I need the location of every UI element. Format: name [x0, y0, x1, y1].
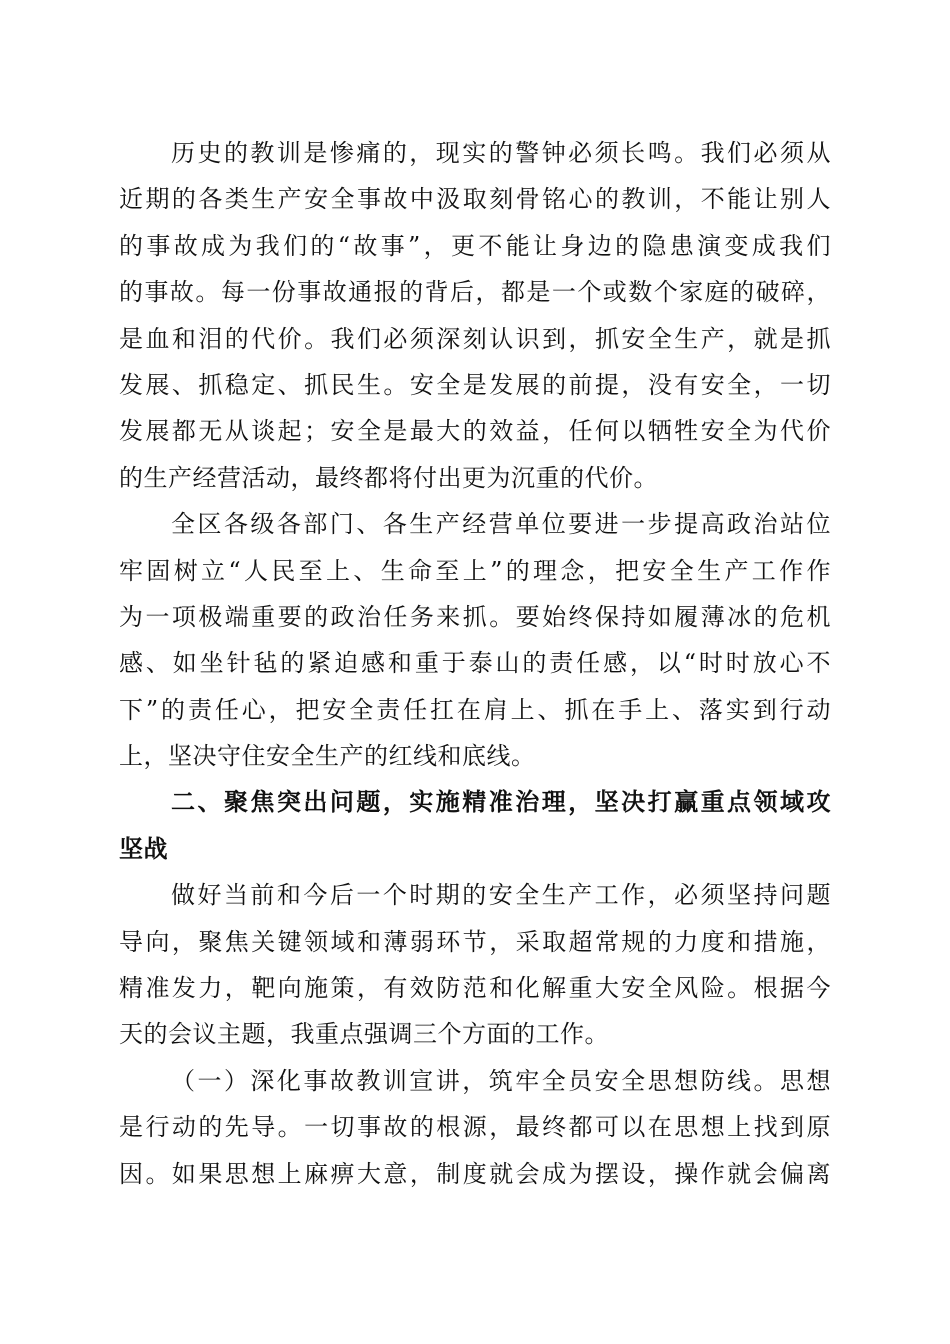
paragraph-line: 导向，聚焦关键领域和薄弱环节，采取超常规的力度和措施，	[119, 927, 831, 956]
paragraph-line: 因。如果思想上麻痹大意，制度就会成为摆设，操作就会偏离	[119, 1159, 831, 1188]
paragraph-line: 的事故。每一份事故通报的背后，都是一个或数个家庭的破碎，	[119, 278, 831, 307]
paragraph-line: 为一项极端重要的政治任务来抓。要始终保持如履薄冰的危机	[119, 602, 831, 631]
paragraph-line: 全区各级各部门、各生产经营单位要进一步提高政治站位	[169, 510, 831, 539]
paragraph-line: 是行动的先导。一切事故的根源，最终都可以在思想上找到原	[119, 1113, 831, 1142]
paragraph-line: 上，坚决守住安全生产的红线和底线。	[119, 742, 536, 771]
document-body	[119, 130, 831, 1197]
paragraph-line: 牢固树立“人民至上、生命至上”的理念，把安全生产工作作	[119, 556, 831, 585]
paragraph-line: 历史的教训是惨痛的，现实的警钟必须长鸣。我们必须从	[169, 139, 831, 167]
paragraph-line: 发展、抓稳定、抓民生。安全是发展的前提，没有安全，一切	[119, 370, 831, 399]
paragraph-line: 精准发力，靶向施策，有效防范和化解重大安全风险。根据今	[119, 974, 831, 1003]
paragraph-problem-oriented	[119, 872, 831, 1058]
paragraph-line: 的事故成为我们的“故事”，更不能让身边的隐患演变成我们	[119, 231, 831, 260]
paragraph-line: 的生产经营活动，最终都将付出更为沉重的代价。	[119, 463, 658, 492]
paragraph-line: 做好当前和今后一个时期的安全生产工作，必须坚持问题	[169, 881, 831, 910]
paragraph-line: 是血和泪的代价。我们必须深刻认识到，抓安全生产，就是抓	[119, 324, 831, 353]
heading-line: 二、聚焦突出问题，实施精准治理，坚决打赢重点领域攻	[169, 788, 831, 817]
paragraph-line: 近期的各类生产安全事故中汲取刻骨铭心的教训，不能让别人	[119, 185, 831, 214]
paragraph-line: 发展都无从谈起；安全是最大的效益，任何以牺牲安全为代价	[119, 417, 831, 446]
paragraph-line: 天的会议主题，我重点强调三个方面的工作。	[119, 1020, 609, 1049]
paragraph-political-stance	[119, 501, 831, 779]
paragraph-lessons	[119, 130, 831, 501]
paragraph-line: 下”的责任心，把安全责任扛在肩上、抓在手上、落实到行动	[119, 695, 831, 724]
paragraph-line: 感、如坐针毡的紧迫感和重于泰山的责任感，以“时时放心不	[119, 649, 831, 678]
paragraph-subsection-one	[119, 1058, 831, 1197]
section-heading	[119, 779, 831, 872]
paragraph-line: （一）深化事故教训宣讲，筑牢全员安全思想防线。思想	[169, 1066, 831, 1095]
heading-line: 坚战	[119, 834, 168, 863]
